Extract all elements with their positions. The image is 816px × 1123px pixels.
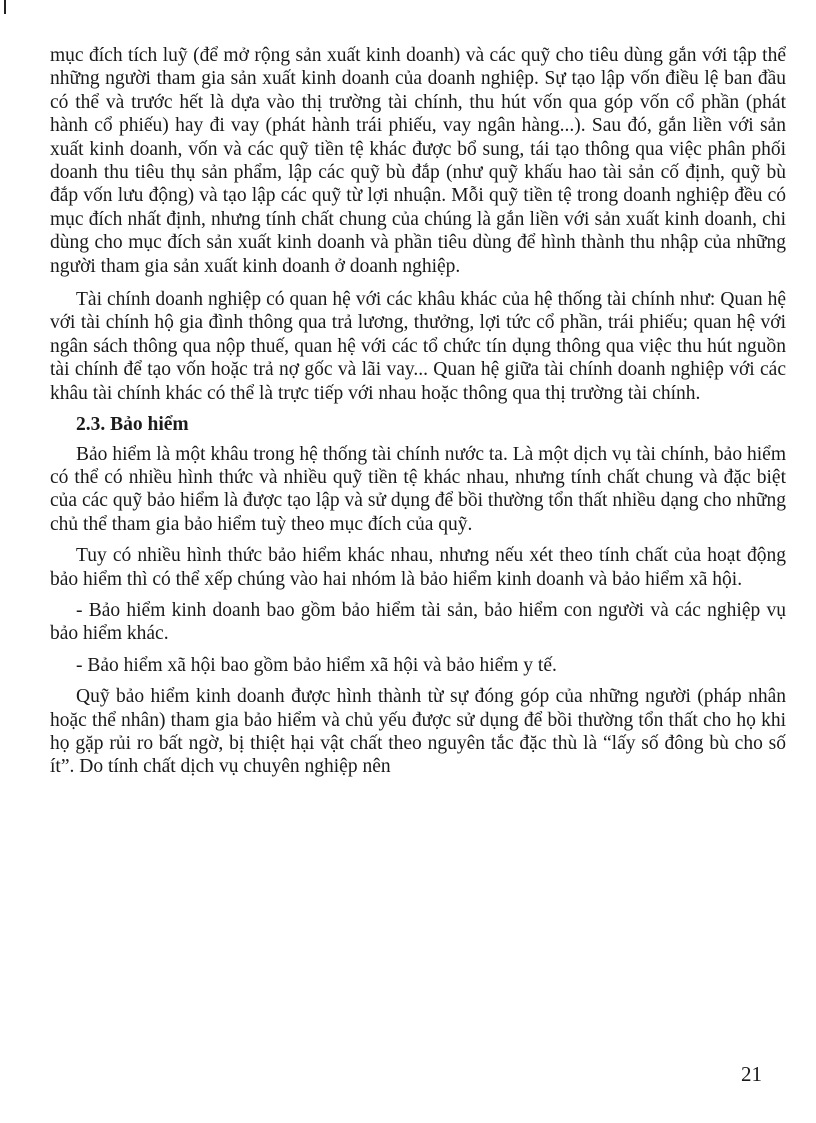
list-item: - Bảo hiểm xã hội bao gồm bảo hiểm xã hội và bảo hiểm y tế. [76, 654, 557, 676]
section-heading: 2.3. Bảo hiểm [76, 414, 189, 436]
document-page [50, 44, 786, 787]
page-number: 21 [741, 1062, 762, 1086]
body-paragraph: mục đích tích luỹ (để mở rộng sản xuất kinh doanh) và các quỹ cho tiêu dùng gắn với tập thể những người tham gia sản xuất kinh doanh của doanh nghiệp. Sự tạo lập vốn điều lệ ban đầu có thể và trước hết là dựa vào thị trường tài chính, thu hút vốn qua góp vốn cổ phần (phát hành cổ phiếu) hay đi vay (phát hành trái phiếu, vay ngân hàng...). Sau đó, gắn liền với sản xuất kinh doanh, vốn và các quỹ tiền tệ khác được bổ sung, tái tạo thông qua việc phân phối doanh thu tiêu thụ sản phẩm, lập các quỹ bù đắp (như quỹ khấu hao tài sản cố định, quỹ bù đắp vốn lưu động) và tạo lập các quỹ từ lợi nhuận. Mỗi quỹ tiền tệ trong doanh nghiệp đều có mục đích nhất định, nhưng tính chất chung của chúng là gắn liền với sản xuất kinh doanh, chi dùng cho mục đích sản xuất kinh doanh và phần tiêu dùng để hình thành thu nhập của những người tham gia sản xuất kinh doanh ở doanh nghiệp. [50, 45, 786, 277]
body-paragraph: Tuy có nhiều hình thức bảo hiểm khác nhau, nhưng nếu xét theo tính chất của hoạt động bảo hiểm thì có thể xếp chúng vào hai nhóm là bảo hiểm kinh doanh và bảo hiểm xã hội. [50, 545, 786, 590]
page-edge-mark [4, 0, 6, 14]
list-item: - Bảo hiểm kinh doanh bao gồm bảo hiểm tài sản, bảo hiểm con người và các nghiệp vụ bảo hiểm khác. [50, 599, 786, 645]
body-paragraph: Quỹ bảo hiểm kinh doanh được hình thành từ sự đóng góp của những người (pháp nhân hoặc thể nhân) tham gia bảo hiểm và chủ yếu được sử dụng để bồi thường tổn thất cho họ khi họ gặp rủi ro bất ngờ, bị thiệt hại vật chất theo nguyên tắc đặc thù là “lấy số đông bù cho số ít”. Do tính chất dịch vụ chuyên nghiệp nên [50, 686, 786, 778]
body-paragraph: Bảo hiểm là một khâu trong hệ thống tài chính nước ta. Là một dịch vụ tài chính, bảo hiểm có thể có nhiều hình thức và nhiều quỹ tiền tệ khác nhau, nhưng tính chất chung và đặc biệt của các quỹ bảo hiểm là được tạo lập và sử dụng để bồi thường tổn thất nhiều dạng cho những chủ thể tham gia bảo hiểm tuỳ theo mục đích của quỹ. [50, 443, 786, 535]
body-paragraph: Tài chính doanh nghiệp có quan hệ với các khâu khác của hệ thống tài chính như: Quan hệ với tài chính hộ gia đình thông qua trả lương, thưởng, lợi tức cổ phần, trái phiếu; quan hệ với ngân sách thông qua nộp thuế, quan hệ với các tổ chức tín dụng thông qua việc thu hút nguồn tài chính để tạo vốn hoặc trả nợ gốc và lãi vay... Quan hệ giữa tài chính doanh nghiệp với các khâu tài chính khác có thể là trực tiếp với nhau hoặc thông qua thị trường tài chính. [50, 289, 786, 404]
